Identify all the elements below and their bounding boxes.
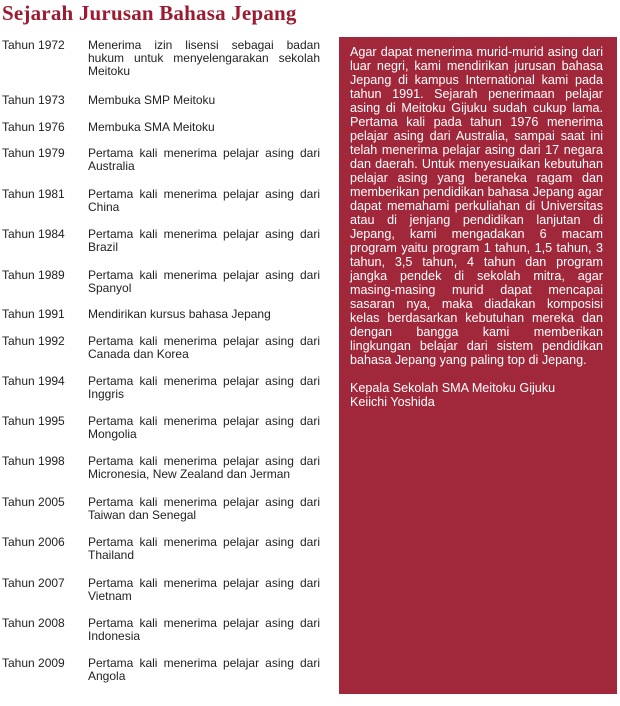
timeline-year: Tahun 2008 [2, 616, 65, 630]
timeline-event: Pertama kali menerima pelajar asing dari Thailand [88, 535, 320, 562]
timeline-row [2, 657, 320, 683]
timeline-row [2, 496, 320, 522]
timeline-row [2, 375, 320, 401]
timeline-event: Pertama kali menerima pelajar asing dari Inggris [88, 374, 320, 401]
timeline-event: Pertama kali menerima pelajar asing dari Vietnam [88, 576, 320, 603]
timeline-row [2, 415, 320, 441]
timeline-event: Pertama kali menerima pelajar asing dari Brazil [88, 227, 320, 254]
timeline-row [2, 577, 320, 603]
timeline-row [2, 269, 320, 295]
intro-panel [339, 37, 617, 694]
timeline-event: Menerima izin lisensi sebagai badan hukum untuk menyelengarakan sekolah Meitoku [88, 38, 320, 78]
timeline-row [2, 228, 320, 254]
timeline-event: Membuka SMA Meitoku [88, 120, 215, 134]
timeline-year: Tahun 1973 [2, 93, 65, 107]
timeline-row [2, 455, 320, 481]
timeline-event: Mendirikan kursus bahasa Jepang [88, 307, 271, 321]
timeline-year: Tahun 1994 [2, 374, 65, 388]
timeline-event: Pertama kali menerima pelajar asing dari Micronesia, New Zealand dan Jerman [88, 454, 320, 481]
timeline-row [2, 536, 320, 562]
timeline-event: Membuka SMP Meitoku [88, 93, 216, 107]
timeline-event: Pertama kali menerima pelajar asing dari Spanyol [88, 268, 320, 295]
timeline-year: Tahun 1972 [2, 38, 65, 52]
intro-text: Agar dapat menerima murid-murid asing dari luar negri, kami mendirikan jurusan bahasa Jepang di kampus International kami pada tahun 1991. Sejarah penerimaan pelajar asing di Meitoku Gijuku sudah cukup lama. Pertama kali pada tahun 1976 menerima pelajar asing dari Australia, sampai saat ini telah menerima pelajar asing dari 17 negara dan daerah. Untuk menyesuaikan kebutuhan pelajar asing yang beraneka ragam dan memberikan pendidikan bahasa Jepang agar dapat memahami perkuliahan di Universitas atau di jenjang pendidikan lanjutan di Jepang, kami mengadakan 6 macam program yaitu program 1 tahun, 1,5 tahun, 3 tahun, 3,5 tahun, 4 tahun dan program jangka pendek di sekolah mitra, agar masing-masing murid dapat mencapai sasaran nya, maka diadakan komposisi kelas berdasarkan kebutuhan mereka dan dengan bangga kami memberikan lingkungan belajar dari sistem pendidikan bahasa Jepang yang paling top di Jepang. [350, 45, 603, 367]
timeline-year: Tahun 2006 [2, 535, 65, 549]
timeline-event: Pertama kali menerima pelajar asing dari Indonesia [88, 616, 320, 643]
timeline-year: Tahun 2009 [2, 656, 65, 670]
timeline-event: Pertama kali menerima pelajar asing dari Angola [88, 656, 320, 683]
timeline-year: Tahun 1984 [2, 227, 65, 241]
timeline-event: Pertama kali menerima pelajar asing dari China [88, 187, 320, 214]
signature-title: Kepala Sekolah SMA Meitoku Gijuku [350, 381, 556, 395]
timeline-row [2, 617, 320, 643]
timeline-row [2, 188, 320, 214]
timeline-year: Tahun 2007 [2, 576, 65, 590]
timeline-year: Tahun 1991 [2, 307, 65, 321]
timeline-year: Tahun 2005 [2, 495, 65, 509]
timeline-row [2, 121, 320, 134]
signature-block [350, 381, 603, 409]
timeline-row [2, 308, 320, 321]
timeline-row [2, 94, 320, 107]
timeline-year: Tahun 1998 [2, 454, 65, 468]
timeline-event: Pertama kali menerima pelajar asing dari Mongolia [88, 414, 320, 441]
signature-name: Keiichi Yoshida [350, 395, 435, 409]
timeline-year: Tahun 1989 [2, 268, 65, 282]
timeline-year: Tahun 1992 [2, 334, 65, 348]
timeline-event: Pertama kali menerima pelajar asing dari Australia [88, 146, 320, 173]
timeline-row [2, 147, 320, 173]
timeline-year: Tahun 1979 [2, 146, 65, 160]
timeline-row [2, 39, 320, 78]
timeline-event: Pertama kali menerima pelajar asing dari Canada dan Korea [88, 334, 320, 361]
timeline-year: Tahun 1976 [2, 120, 65, 134]
timeline-year: Tahun 1981 [2, 187, 65, 201]
page-title: Sejarah Jurusan Bahasa Jepang [2, 1, 297, 25]
timeline-year: Tahun 1995 [2, 414, 65, 428]
timeline-event: Pertama kali menerima pelajar asing dari Taiwan dan Senegal [88, 495, 320, 522]
timeline-row [2, 335, 320, 361]
